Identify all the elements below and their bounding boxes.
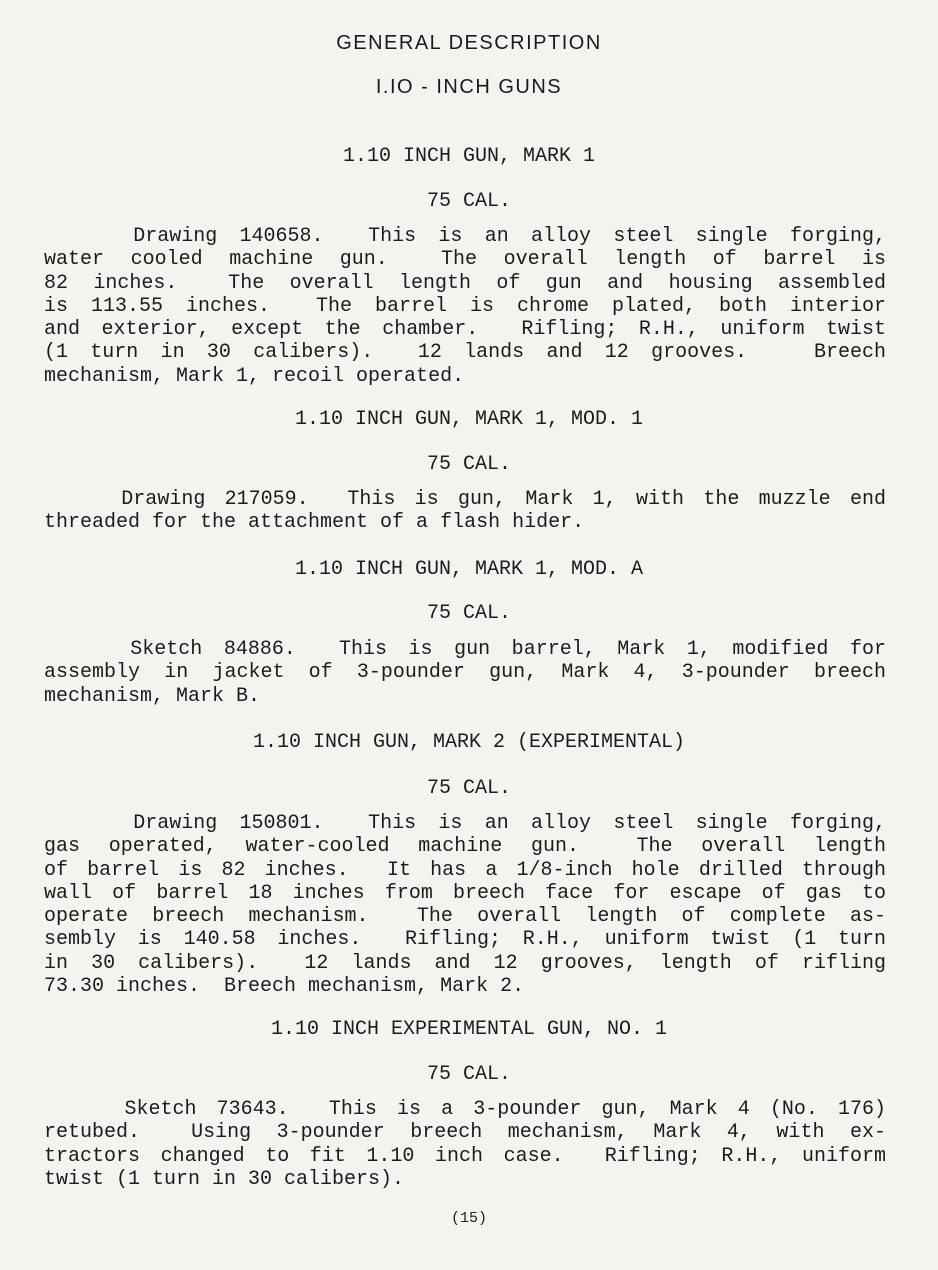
paragraph-line: mechanism, Mark B.: [44, 684, 261, 708]
paragraph-line: in 30 calibers). 12 lands and 12 grooves, length of rifling: [44, 951, 886, 975]
paragraph-line: tractors changed to fit 1.10 inch case. Rifling; R.H., uniform: [44, 1144, 886, 1168]
page-number: (15): [450, 1210, 487, 1227]
paragraph-line: operate breech mechanism. The overall length of complete as-: [44, 905, 886, 929]
paragraph-line: 73.30 inches. Breech mechanism, Mark 2.: [44, 975, 525, 999]
paragraph-line: Drawing 150801. This is an alloy steel single forging,: [44, 812, 886, 835]
section-title: 1.10 INCH GUN, MARK 1: [342, 145, 596, 168]
section-title: 1.10 INCH GUN, MARK 1, MOD. 1: [294, 408, 644, 431]
paragraph-line: mechanism, Mark 1, recoil operated.: [44, 364, 465, 388]
section-title: 1.10 INCH EXPERIMENTAL GUN, NO. 1: [270, 1018, 668, 1041]
section-paragraph: [44, 812, 886, 998]
section-paragraph: [44, 638, 886, 708]
section-paragraph: [44, 1098, 886, 1191]
paragraph-line: of barrel is 82 inches. It has a 1/8-inch hole drilled through: [44, 858, 886, 882]
section-caliber: 75 CAL.: [426, 190, 511, 213]
section-caliber: 75 CAL.: [426, 453, 511, 476]
section-title: 1.10 INCH GUN, MARK 2 (EXPERIMENTAL): [252, 731, 686, 754]
paragraph-line: threaded for the attachment of a flash hider.: [44, 511, 585, 535]
paragraph-line: retubed. Using 3-pounder breech mechanism, Mark 4, with ex-: [44, 1121, 886, 1145]
page-subtitle: I.IO - INCH GUNS: [375, 76, 563, 98]
page-title: GENERAL DESCRIPTION: [336, 32, 602, 54]
paragraph-line: gas operated, water-cooled machine gun. The overall length: [44, 835, 886, 859]
section-caliber: 75 CAL.: [426, 1063, 511, 1086]
section-paragraph: [44, 225, 886, 388]
section-caliber: 75 CAL.: [426, 602, 511, 625]
paragraph-line: is 113.55 inches. The barrel is chrome plated, both interior: [44, 294, 886, 318]
paragraph-line: twist (1 turn in 30 calibers).: [44, 1167, 405, 1191]
paragraph-line: sembly is 140.58 inches. Rifling; R.H., uniform twist (1 turn: [44, 928, 886, 952]
paragraph-line: Sketch 84886. This is gun barrel, Mark 1, modified for: [44, 638, 886, 661]
paragraph-line: Drawing 217059. This is gun, Mark 1, with the muzzle end: [44, 488, 886, 511]
paragraph-line: 82 inches. The overall length of gun and housing assembled: [44, 271, 886, 295]
paragraph-line: and exterior, except the chamber. Rifling; R.H., uniform twist: [44, 318, 886, 342]
paragraph-line: wall of barrel 18 inches from breech face for escape of gas to: [44, 881, 886, 905]
paragraph-line: Sketch 73643. This is a 3-pounder gun, Mark 4 (No. 176): [44, 1098, 886, 1121]
paragraph-line: (1 turn in 30 calibers). 12 lands and 12 grooves. Breech: [44, 341, 886, 365]
paragraph-line: water cooled machine gun. The overall length of barrel is: [44, 248, 886, 272]
paragraph-line: assembly in jacket of 3-pounder gun, Mark 4, 3-pounder breech: [44, 661, 886, 685]
section-paragraph: [44, 488, 886, 535]
paragraph-line: Drawing 140658. This is an alloy steel single forging,: [44, 225, 886, 248]
section-title: 1.10 INCH GUN, MARK 1, MOD. A: [294, 558, 644, 581]
section-caliber: 75 CAL.: [426, 777, 511, 800]
